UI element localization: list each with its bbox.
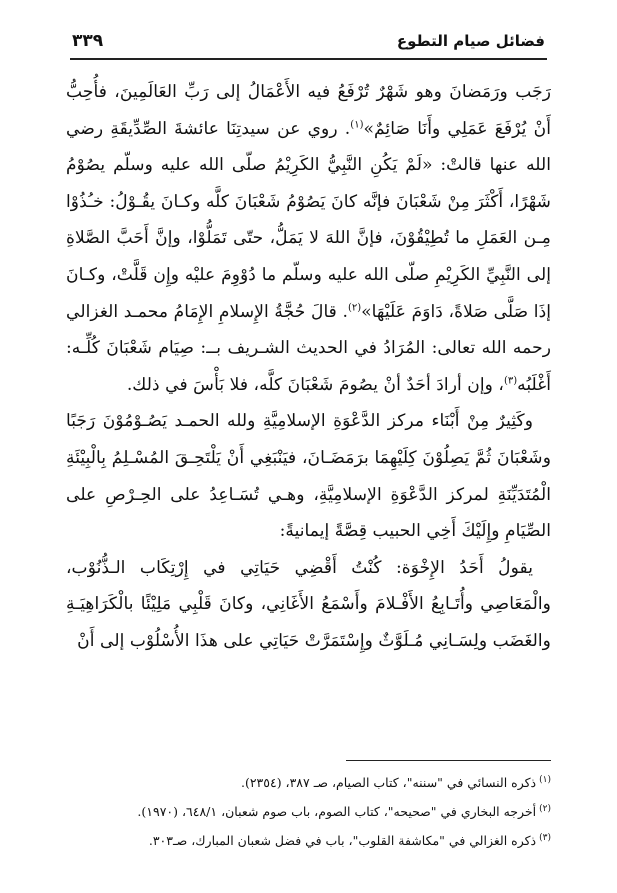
footnote-number: (٣): [539, 832, 551, 843]
footnote-number: (٢): [539, 803, 551, 814]
paragraph-1-part-d: ، وإن أرادَ أحَدٌ أنْ يصُومَ شَعْبَانَ كلَّه، فلا بَأْسَ في ذلك.: [126, 374, 504, 395]
paragraph-1-part-b: . روي عن سيدتِنَا عائشةَ الصِّدِّيقَةِ رضي الله عنها قالتْ: «لَمْ يَكُنِ النَّبِيُّ الكَرِيْمُ صلّى الله عليه وسلّم يصُوْمُ شَهْرًا، أَكْثَرَ مِنْ شَعْبَانَ فإنَّه كانَ يَصُوْمُ شَعْبَانَ كلَّه وكـانَ يقُـوْلُ: خـُذُوْا مِـن العَمَلِ ما تُطِيْقُوْنَ، فإنَّ اللهَ لا يَمَلُّ، حتّى تَمَلُّوْا، وإنَّ أَحَبَّ الصَّلاةِ إلى النَّبِيِّ الكَرِيْمِ صلّى الله عليه وسلّم ما دُوْوِمَ عليْه وإِن قَلَّتْ، وكـانَ إذَا صَلَّى صَلاةً، دَاوَمَ عَلَيْهَا»: [66, 118, 551, 322]
footnote-separator: [346, 760, 551, 761]
footnotes: [66, 768, 551, 855]
footnote-ref-1: (١): [350, 118, 364, 130]
header-rule: [70, 58, 547, 60]
footnote-ref-3: (٣): [503, 375, 518, 387]
running-title: فضائل صيام التطوع: [396, 32, 545, 50]
footnote-1: [66, 768, 551, 797]
paragraph-1: [66, 74, 551, 403]
footnote-ref-2: (٢): [347, 301, 362, 313]
footnote-text: ذكره الغزالي في "مكاشفة القلوب"، باب في فضل شعبان المبارك، صـ٣٠٣.: [148, 833, 537, 848]
footnote-number: (١): [539, 774, 551, 785]
paragraph-1-part-c: . قالَ حُجَّةُ الإِسلامِ الإِمَامُ محمـد الغزالي رحمه الله تعالى: المُرَادُ في الحديث الشـريف بــ: صِيَام شَعْبَانَ كُلِّـه: أَغْلَبُه: [66, 301, 551, 395]
footnote-text: أخرجه البخاري في "صحيحه"، كتاب الصوم، باب صوم شعبان، ٦٤٨/١، (١٩٧٠).: [137, 804, 537, 819]
footnote-3: [66, 826, 551, 855]
paragraph-2: وكَثِيرٌ مِنْ أَبْنَاء مركز الدَّعْوَةِ الإسلامِيَّةِ ولله الحمـد يَصُـوْمُوْنَ رَجَبًا وشَعْبَانَ ثُمَّ يَصِلُوْنَ كِلَيْهِمَا برَمَضَـانَ، فيَنْبَغِي أَنْ يَلْتَحِـقَ المُسْـلِمُ بِالْبِيْئَةِ الْمُتَدَيِّنَةِ لمركز الدَّعْوَةِ الإسلامِيَّةِ، وهـي تُسَـاعِدُ على الحِـرْصِ على الصِّيَامِ وإِلَيْكَ أَخِي الحبيب قِصَّةً إيمانيةً:: [66, 411, 551, 542]
page-header: [72, 28, 545, 54]
footnote-text: ذكره النسائي في "سننه"، كتاب الصيام، صـ ٣٨٧، (٢٣٥٤).: [240, 775, 537, 790]
paragraph-1-part-a: رَجَب ورَمَضانَ وهو شَهْرٌ تُرْفَعُ فيه الأَعْمَالُ إلى رَبِّ العَالَمِينَ، فأُحِبُّ أَنْ يُرْفَعَ عَمَلِي وأَنَا صَائِمٌ»: [66, 82, 551, 139]
footnote-2: [66, 797, 551, 826]
paragraph-3: يقولُ أَحَدُ الإِخْوَة: كُنْتُ أَقْضِي حَيَاتِي في إِرْتِكَاب الـذُّنُوْب، والْمَعَاصِي وأُتَـابِعُ الأَفْـلامَ وأَسْمَعُ الأَغَانِي، وكانَ قَلْبِي مَلِيْئًا بالْكَرَاهِيَـةِ والغَضَب ولِسَـانِي مُـلَوَّثٌ وإِسْتَمَرَّتْ حَيَاتِي على هذَا الأُسْلُوْب إلى أَنْ: [66, 557, 551, 651]
main-text: [66, 74, 551, 660]
page-number: ٣٣٩: [72, 31, 104, 51]
